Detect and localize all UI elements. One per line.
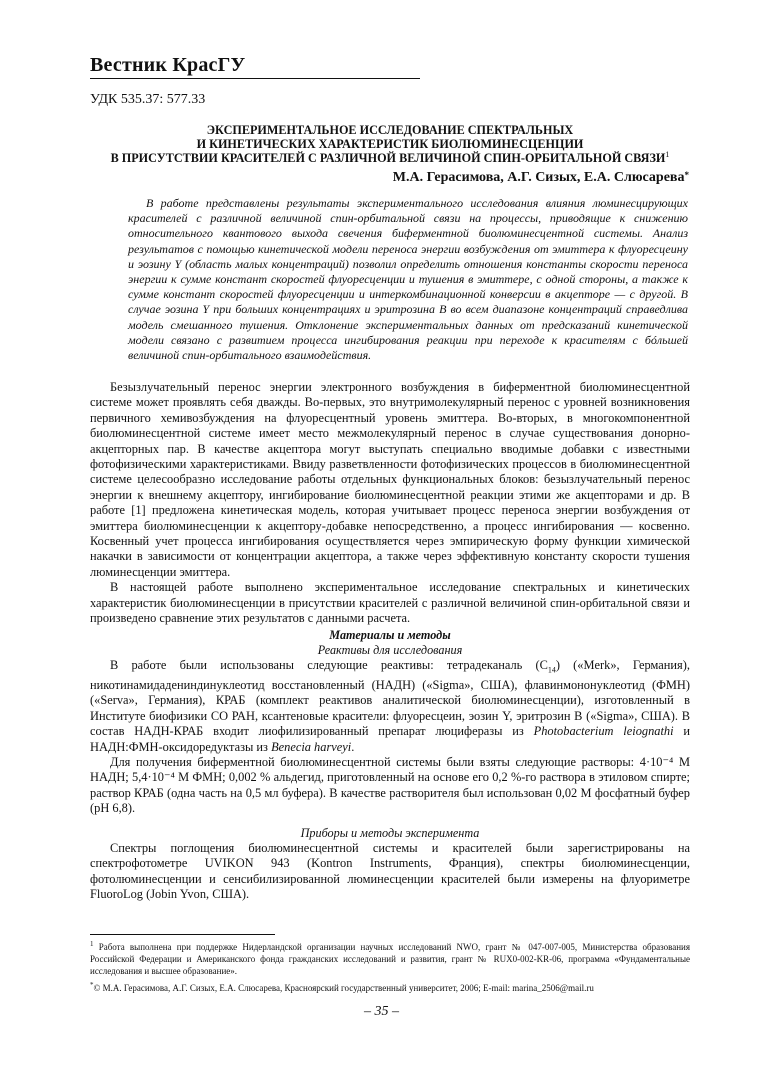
footnote-2: *© М.А. Герасимова, А.Г. Сизых, Е.А. Слюсарева, Красноярский государственный университет, 2006; E-mail: marina_2506@mail.ru — [90, 981, 594, 993]
footnote-rule — [90, 934, 275, 935]
instruments-body — [90, 841, 690, 903]
species-name: Photobacterium leiognathi — [533, 724, 674, 739]
species-name: Benecia harveyi — [271, 739, 352, 754]
title-line-2: И КИНЕТИЧЕСКИХ ХАРАКТЕРИСТИК БИОЛЮМИНЕСЦЕНЦИИ — [196, 137, 584, 151]
methods-body — [90, 658, 690, 817]
title-line-3: В ПРИСУТСТВИИ КРАСИТЕЛЕЙ С РАЗЛИЧНОЙ ВЕЛИЧИНОЙ СПИН-ОРБИТАЛЬНОЙ СВЯЗИ$^1$ — [110, 150, 670, 165]
udc-code: УДК 535.37: 577.33 — [90, 92, 206, 107]
title-line-1: ЭКСПЕРИМЕНТАЛЬНОЕ ИССЛЕДОВАНИЕ СПЕКТРАЛЬНЫХ — [206, 123, 574, 137]
methods-paragraph-2: Для получения биферментной биолюминесцентной системы были взяты следующие растворы: 4·10⁻⁴ М НАДН; 5,4·10⁻⁴ М ФМН; 0,002 % альдегид, приготовленный на основе его 0,2 %-го раствора в этиловом спирте; раствор КРАБ (одна часть на 0,5 мл буфера). В качестве растворителя был использован 0,02 М фосфатный буфер (pH 6,8). — [90, 754, 690, 816]
header-rule — [90, 78, 420, 79]
article-title — [90, 123, 690, 165]
title-footnote-mark: 1 — [665, 150, 670, 159]
page-number: – 35 – — [364, 1004, 399, 1019]
methods-paragraph-1: В работе были использованы следующие реактивы: тетрадеканаль $(C_{14})$ («Merk», Германия), никотинамидадениндинуклеотид восстановленный (НАДН) («Sigma», США), флавинмононуклеотид (ФМН) («Serva», Германия), КРАБ (комплект реактивов аналитической биолюминесценции), изготовленный в Институте биофизики СО РАН, ксантеновые красители: флуоресцеин, эозин Y, эритрозин B («Sigma», США). В состав НАДН-КРАБ входит лиофилизированный препарат люциферазы из Photobacterium leiognathi и НАДН:ФМН-оксидоредуктазы из Benecia harveyi. — [90, 658, 691, 754]
footnotes — [90, 938, 690, 996]
abstract: В работе представлены результаты экспериментального исследования влияния люминесцирующих красителей с различной величиной спин-орбитальной связи на процессы, приводящие к снижению относительного квантового выхода свечения биферментной биолюминесцентной системы. Анализ результатов с помощью кинетической модели переноса энергии возбуждения от эмиттера к флуоресцеину и эозину Y (область малых концентраций) позволил определить отношения константы скорости переноса энергии к сумме констант скоростей флуоресценции и тушения в эмиттере, с одной стороны, а также к сумме констант скоростей флуоресценции и интеркомбинационной конверсии в акцепторе — с другой. В случае эозина Y при больших концентрациях и эритрозина B во всем диапазоне концентраций справедлива модель смешанного тушения. Отклонение экспериментальных данных от предсказаний кинетической модели связано с развитием процесса ингибирования реакции при переходе к красителям с бóльшей величиной спин-орбитального взаимодействия. — [128, 196, 688, 363]
introduction — [90, 380, 690, 627]
subsection-heading-instruments: Приборы и методы эксперимента — [300, 826, 480, 840]
authors-footnote-mark: * — [684, 170, 689, 180]
intro-paragraph-2: В настоящей работе выполнено экспериментальное исследование спектральных и кинетических характеристик биолюминесценции в присутствии красителей с различной величиной спин-орбитальной связи и произведено сравнение этих результатов с данными расчета. — [90, 580, 690, 626]
authors: М.А. Герасимова, А.Г. Сизых, Е.А. Слюсарева* — [392, 170, 689, 185]
intro-paragraph-1: Безызлучательный перенос энергии электронного возбуждения в биферментной биолюминесцентной системе может проявлять себя дважды. Во-первых, это внутримолекулярный перенос с уровней возникновения первичного хемивозбуждения на флуоресцентный уровень эмиттера. Во-вторых, в многокомпонентной биолюминесцентной системе имеет место межмолекулярный перенос в случае существования донорно-акцепторных пар. В качестве акцептора могут выступать специально вводимые добавки с известными фотофизическими характеристиками. Ввиду разветвленности фотофизических процессов в биолюминесцентной системе целесообразно исследование работы отдельных функциональных блоков: безызлучательный перенос энергии к внешнему акцептору, ингибирование биолюминесцентной реакции этими же акцепторами и др. В работе [1] предложена кинетическая модель, которая учитывает процесс переноса энергии возбуждения от эмиттера биолюминесценции к акцептору-добавке непосредственно, а процесс ингибирования — косвенно. Косвенный учет процесса ингибирования осуществляется через эмпирическую форму функции химической накачки в зависимости от концентрации акцептора, а также через эффективную константу скорости тушения люминесценции эмиттера. — [90, 380, 690, 579]
footnote-1: $^1$ Работа выполнена при поддержке Нидерландской организации научных исследований NWO, грант № 047-007-005, Министерства образования Российской Федерации и Американского фонда гражданских исследований и развития, грант № RUX0-002-KR-06, программа «Фундаментальные исследования и высшее образование». — [90, 940, 690, 976]
journal-title: Вестник КрасГУ — [90, 54, 246, 76]
subsection-heading-reagents: Реактивы для исследования — [317, 643, 463, 657]
section-heading-methods: Материалы и методы — [329, 628, 451, 642]
instruments-paragraph: Спектры поглощения биолюминесцентной системы и красителей были зарегистрированы на спектрофотометре UVIKON 943 (Kontron Instruments, Франция), спектры биолюминесценции, фотолюминесценции и сенсибилизированной люминесценции красителей были измерены на флуориметре FluoroLog (Jobin Yvon, США). — [90, 841, 690, 902]
